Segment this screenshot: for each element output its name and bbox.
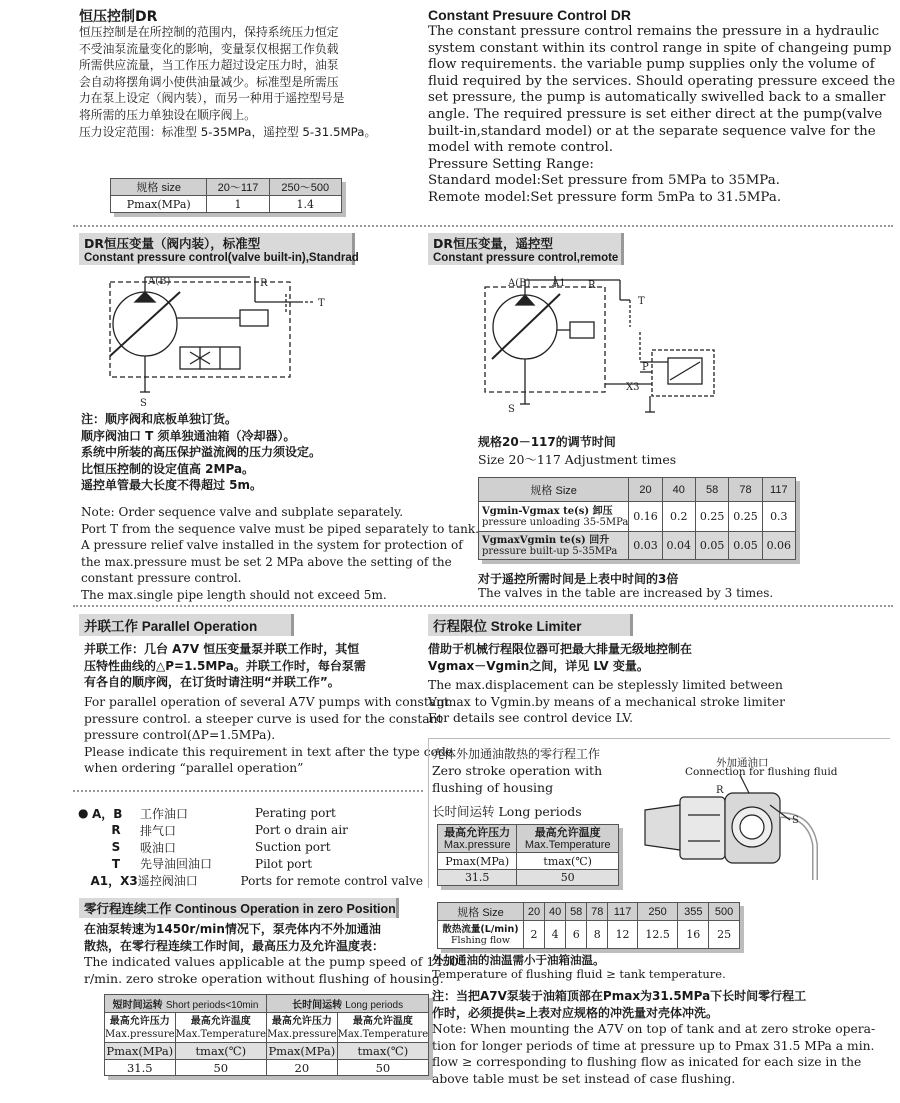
- dr-title-cn: 恒压控制DR: [79, 9, 158, 25]
- adjustment-caption-en: Size 20～117 Adjustment times: [478, 452, 677, 467]
- tank-mount-note-cn: 注：当把A7V泵装于油箱顶部在Pmax为31.5MPa下长时间零行程工 作时，必须提供≥上表对应规格的冲洗量对壳体冲洗。: [432, 989, 807, 1020]
- standard-header: DR恒压变量（阀内装），标准型 Constant pressure control(valve built-in),Standrad: [79, 233, 355, 265]
- port-r-label: R: [260, 278, 268, 289]
- zero-stroke-table: 短时间运转 Short periods<10min 长时间运转 Long periods 最高允许压力 Max.pressure 最高允许温度 Max.Temperature 最高允许压力 Max.pressure 最高允许温度 Max.Temperature Pmax(MPa) tmax(℃) Pmax(MPa) tmax(℃) 31.5 50 20 50: [104, 994, 429, 1076]
- adjustment-times-table: 规格 Size 20 40 58 78 117 Vgmin-Vgmax te(s) 卸压 pressure unloading 35-5MPa 0.16 0.2 0.25 0.25 0.3 VgmaxVgmin te(s) 回升 pressure built-up 5-35MPa 0.03 0.04 0.05 0.05 0.06: [478, 477, 796, 560]
- remote-note-cn: 对于遥控所需时间是上表中时间的3倍: [478, 572, 679, 586]
- remote-hydraulic-diagram: [480, 272, 730, 427]
- continuous-header: 零行程连续工作 Continous Operation in zero Position: [79, 898, 399, 918]
- flushing-title-cn: 壳体外加通油散热的零行程工作: [432, 747, 601, 761]
- flushing-limit-table: 最高允许压力 Max.pressure 最高允许温度 Max.Temperature Pmax(MPa) tmax(℃) 31.5 50: [437, 824, 619, 886]
- separator: [73, 790, 423, 792]
- dr-title-en: Constant Presuure Control DR: [428, 7, 632, 23]
- port-r-label: R: [588, 280, 596, 291]
- separator: [73, 605, 893, 607]
- flushing-note-en: Temperature of flushing fluid ≥ tank temperature.: [432, 967, 726, 981]
- port-row: A1，X3 遥控阀油口 Ports for remote control valve: [90, 873, 423, 889]
- continuous-text: 在油泵转速为1450r/min情况下，泵壳体内不外加通油 散热，在零行程连续工作时间，最高压力及允许温度表： The indicated values applicable at the pump speed of 1450 r/min. zero stroke operation without flushing of housing.: [84, 922, 459, 986]
- ports-legend: [78, 805, 423, 889]
- dr-description-en: The constant pressure control remains the pressure in a hydraulic system constant within its control range in spite of changeing pump flow requirements. the variable pump supplies only the volume of fluid required by the services. Should operating pressure exceed the set pressure, the pump is automatically swivelled back to a smaller angle. The required pressure is set either direct at the pump(valve built-in,standard model) or at the separate sequence valve for the model with remote control. Pressure Setting Range: Standard model:Set pressure from 5MPa to 35MPa. Remote model:Set pressure form 5mPa to 31.5MPa.: [428, 24, 896, 205]
- standard-hydraulic-diagram: [90, 272, 340, 412]
- port-s-label: S: [140, 398, 147, 409]
- port-s-label: S: [508, 404, 515, 415]
- port-t-label: T: [638, 296, 645, 307]
- port-row: S 吸油口 Suction port: [111, 839, 331, 855]
- separator: [73, 225, 893, 227]
- pmax-table: 规格 size 20～117 250～500 Pmax(MPa) 1 1.4: [110, 178, 342, 213]
- stroke-text-en: The max.displacement can be steplessly limited between Vgmax to Vgmin.by means of a mechanical stroke limiter For details see control device LV.: [428, 678, 785, 726]
- port-ab-label: A(B): [508, 278, 531, 289]
- standard-notes-en: Note: Order sequence valve and subplate separately. Port T from the sequence valve must be piped separately to tank. A pressure relief valve installed in the system for protection of the max.pressure must be set 2 MPa above the setting of the constant pressure control. The max.single pipe length should not exceed 5m.: [81, 505, 479, 602]
- dr-description-cn: 恒压控制是在所控制的范围内，保持系统压力恒定 不受油泵流量变化的影响，变量泵仅根据工作负载 所需供应流量，当工作压力超过设定压力时，油泵 会自动将摆角调小使供油量减少。标准型是所需压 力在泵上设定（阀内装），而另一种用于遥控型号是 将所需的压力单独设在顺序阀上。 压力设定范围：标准型 5-35MPa，遥控型 5-31.5MPa。: [79, 25, 377, 139]
- port-row: T 先导油回油口 Pilot port: [111, 856, 313, 872]
- stroke-text-cn: 借助于机械行程限位器可把最大排量无级地控制在 Vgmax－Vgmin之间，详见 LV 变量。: [428, 642, 693, 673]
- tank-mount-note-en: Note: When mounting the A7V on top of tank and at zero stroke opera- tion for longer periods of time at pressure up to Pmax 31.5 MPa a min. flow ≥ corresponding to flushing flow as inicated for each size in the above table must be set instead of case flushing.: [432, 1022, 876, 1086]
- pump-illustration: [640, 775, 830, 885]
- parallel-text-en: For parallel operation of several A7V pumps with constant pressure control. a steeper curve is used for the constant pressure control(ΔP=1.5MPa). Please indicate this requirement in text after the type code when ordering “parallel operation”: [84, 695, 454, 776]
- pic-r-label: R: [716, 785, 724, 796]
- flushing-flow-table: 规格 Size 20 40 58 78 117 250 355 500 散热流量(L/min) Flshing flow 2 4 6 8 12 12.5 16 25: [437, 902, 740, 949]
- adjustment-caption-cn: 规格20－117的调节时间: [478, 435, 616, 449]
- standard-notes-cn: 注：顺序阀和底板单独订货。 顺序阀油口 T 须单独通油箱（冷却器）。 系统中所装的高压保护溢流阀的压力须设定。 比恒压控制的设定值高 2MPa。 遥控单管最大长度不得超过 5m。: [81, 412, 322, 493]
- remote-header: DR恒压变量，遥控型 Constant pressure control,remote: [428, 233, 624, 265]
- parallel-header: 并联工作 Parallel Operation: [79, 614, 294, 636]
- flushing-title-en: Zero stroke operation with flushing of housing: [432, 763, 603, 795]
- port-row: R 排气口 Port o drain air: [111, 823, 348, 838]
- port-row: ● A，B 工作油口 Perating port: [78, 806, 336, 821]
- port-ab-label: A(B): [148, 276, 171, 287]
- remote-note-en: The valves in the table are increased by 3 times.: [478, 586, 774, 600]
- stroke-header: 行程限位 Stroke Limiter: [428, 614, 633, 636]
- parallel-text-cn: 并联工作：几台 A7V 恒压变量泵并联工作时，其恒 压特性曲线的△P=1.5MPa。并联工作时，每台泵需 有各自的顺序阀，在订货时请注明“并联工作”。: [84, 642, 366, 690]
- flushing-port-label-en: Connection for flushing fluid: [685, 766, 838, 778]
- port-t-label: T: [318, 298, 325, 309]
- port-x3-label: X3: [626, 382, 640, 393]
- pic-s-label: S: [792, 815, 799, 826]
- port-a1-label: A1: [552, 278, 566, 289]
- port-p-label: P: [642, 362, 649, 373]
- flushing-note-cn: 外加通油的油温需小于油箱油温。: [432, 953, 605, 967]
- flushing-port-label-cn: 外加通油口: [716, 757, 769, 769]
- long-periods-label: 长时间运转 Long periods: [432, 804, 582, 819]
